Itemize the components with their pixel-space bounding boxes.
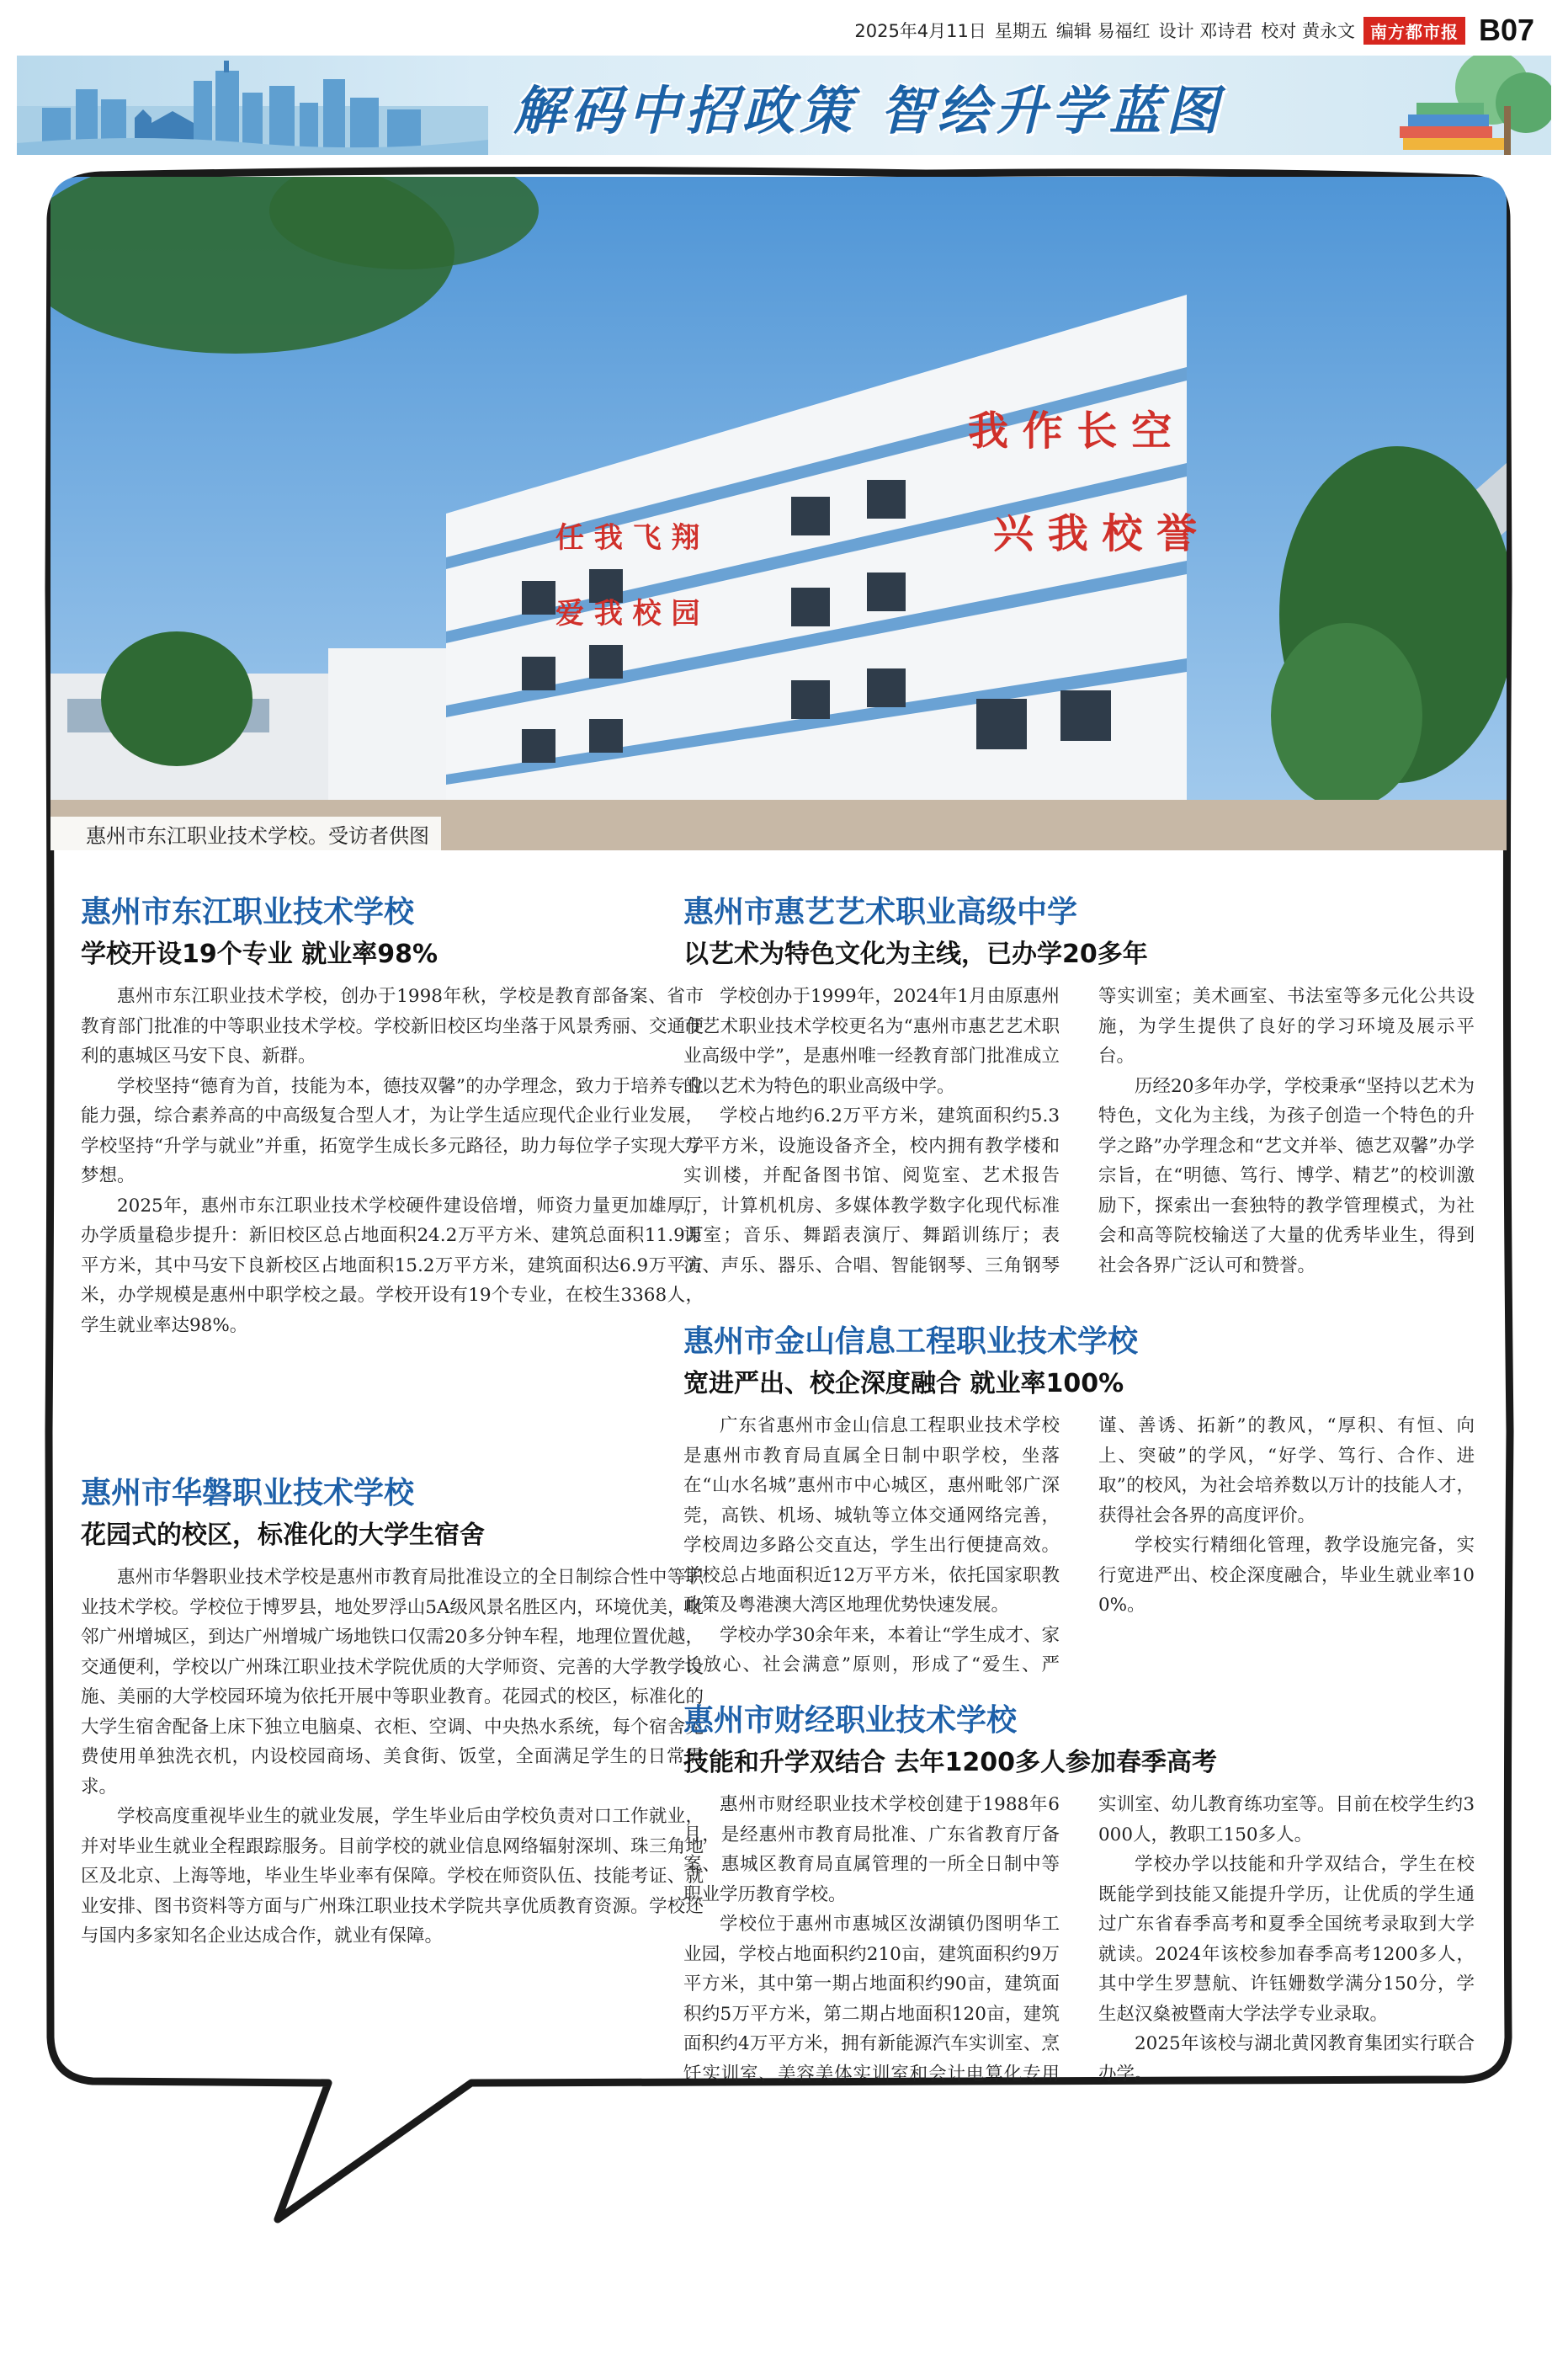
page-number: B07 [1478,13,1534,47]
article-paragraph: 学校位于惠州市惠城区汝湖镇仍图明华工业园，学校占地面积约210亩，建筑面积约9万平方米，其中第一期占地面积约90亩，建筑面积约5万平方米，第二期占地面积120亩，建筑面积约4万平方米，拥有新能源汽车实训室、烹饪实训室、美容美体实训室和会计电算化专用实训室、幼儿教育练功室等。目前在校学生约3000人，教职工150多人。 [683,1794,1475,2085]
article-subtitle: 宽进严出、校企深度融合 就业率100% [683,1369,1124,1398]
article-paragraph: 学校办学30余年来，本着让“学生成才、家长放心、社会满意”原则，形成了“爱生、严谨、善诱、拓新”的教风，“厚积、有恒、向上、突破”的学风，“好学、笃行、合作、进取”的校风，为社会培养数以万计的技能人才，获得社会各界的高度评价。 [683,1415,1475,1675]
article-title: 惠州市华磐职业技术学校 [81,1476,415,1510]
article-paragraph: 惠州市财经职业技术学校创建于1988年6月，是经惠州市教育局批准、广东省教育厅备案、惠城区教育局直属管理的一所全日制中等职业学历教育学校。 [683,1794,1060,1905]
article-paragraph: 学校办学以技能和升学双结合，学生在校既能学到技能又能提升学历，让优质的学生通过广东省春季高考和夏季全国统考录取到大学就读。2024年该校参加春季高考1200多人，其中学生罗慧航、许钰姗数学满分150分，学生赵汉燊被暨南大学法学专业录取。 [1098,1854,1475,2025]
article-body [683,982,1475,1281]
article-title: 惠州市财经职业技术学校 [683,1703,1018,1738]
article-body [81,982,704,1340]
article-subtitle: 技能和升学双结合 去年1200多人参加春季高考 [683,1748,1217,1777]
article-subtitle: 学校开设19个专业 就业率98% [81,940,438,969]
article-jinshan [683,1323,1475,1680]
article-paragraph: 广东省惠州市金山信息工程职业技术学校是惠州市教育局直属全日制中职学校，坐落在“山水名城”惠州市中心城区，惠州毗邻广深莞，高铁、机场、城轨等立体交通网络完善，学校周边多路公交直达，学生出行便捷高效。学校总占地面积近12万平方米，依托国家职教政策及粤港澳大湾区地理优势快速发展。 [683,1415,1060,1616]
article-paragraph: 惠州市东江职业技术学校，创办于1998年秋，学校是教育部备案、省市教育部门批准的中等职业技术学校。学校新旧校区均坐落于风景秀丽、交通便利的惠城区马安下良、新群。 [81,986,704,1067]
section-banner [17,56,1551,155]
article-paragraph: 学校创办于1999年，2024年1月由原惠州市艺术职业技术学校更名为“惠州市惠艺艺术职业高级中学”，是惠州唯一经教育部门批准成立的以艺术为特色的职业高级中学。 [683,986,1060,1097]
article-title: 惠州市金山信息工程职业技术学校 [683,1324,1139,1359]
article-body [683,1790,1475,2089]
article-body [683,1411,1475,1680]
article-huapan [81,1475,704,1952]
editor-credit: 编辑 易福红 [1055,21,1151,41]
article-caijing [683,1702,1475,2089]
issue-weekday: 星期五 [994,21,1048,41]
article-body [81,1563,704,1952]
article-title: 惠州市东江职业技术学校 [81,895,415,929]
proofreader-credit: 校对 黄永文 [1261,21,1355,41]
article-subtitle: 以艺术为特色文化为主线，已办学20多年 [683,940,1148,969]
article-paragraph: 学校占地约6.2万平方米，建筑面积约5.3万平方米，设施设备齐全，校内拥有教学楼和实训楼，并配备图书馆、阅览室、艺术报告厅，计算机机房、多媒体教学数字化现代标准课室；音乐、舞蹈表演厅、舞蹈训练厅；表演、声乐、器乐、合唱、智能钢琴、三角钢琴等实训室；美术画室、书法室等多元化公共设施，为学生提供了良好的学习环境及展示平台。 [683,986,1475,1276]
slogan-4: 爱 我 校 园 [555,597,700,631]
article-dongjiang [81,894,704,1340]
city-skyline-illustration [17,56,488,155]
designer-credit: 设计 邓诗君 [1158,21,1253,41]
page-meta-line [854,12,1534,49]
article-paragraph: 历经20多年办学，学校秉承“坚持以艺术为特色，文化为主线，为孩子创造一个特色的升学之路”办学理念和“艺文并举、德艺双馨”办学宗旨，在“明德、笃行、博学、精艺”的校训激励下，探索出一套独特的教学管理模式，为社会和高等院校输送了大量的优秀毕业生，得到社会各界广泛认可和赞誉。 [1098,1075,1475,1276]
school-building-illustration [50,177,1507,850]
school-photo [50,177,1507,850]
article-paragraph: 学校高度重视毕业生的就业发展，学生毕业后由学校负责对口工作就业，并对毕业生就业全程跟踪服务。目前学校的就业信息网络辐射深圳、珠三角地区及北京、上海等地，毕业生毕业率有保障。学校在师资队伍、技能考证、就业安排、图书资料等方面与广州珠江职业技术学院共享优质教育资源。学校还与国内多家知名企业达成合作，就业有保障。 [81,1806,704,1947]
slogan-1: 我 作 长 空 [968,407,1172,455]
article-paragraph: 2025年，惠州市东江职业技术学校硬件建设倍增，师资力量更加雄厚，办学质量稳步提升：新旧校区总占地面积24.2万平方米、建筑总面积11.9万平方米，其中马安下良新校区占地面积15.2万平方米，建筑面积达6.9万平方米，办学规模是惠州中职学校之最。学校开设有19个专业，在校生3368人，学生就业率达98%。 [81,1195,704,1336]
newspaper-logo: 南方都市报 [1363,17,1465,45]
photo-caption: 惠州市东江职业技术学校。受访者供图 [50,817,441,850]
slogan-2: 兴 我 校 誉 [993,510,1198,557]
article-paragraph: 惠州市华磐职业技术学校是惠州市教育局批准设立的全日制综合性中等职业技术学校。学校位于博罗县，地处罗浮山5A级风景名胜区内，环境优美，毗邻广州增城区，到达广州增城广场地铁口仅需20多分钟车程，地理位置优越，交通便利，学校以广州珠江职业技术学院优质的大学师资、完善的大学教学设施、美丽的大学校园环境为依托开展中等职业教育。花园式的校区，标准化的大学生宿舍配备上床下独立电脑桌、衣柜、空调、中央热水系统，每个宿舍免费使用单独洗衣机，内设校园商场、美食街、饭堂，全面满足学生的日常需求。 [81,1567,704,1797]
article-paragraph: 学校坚持“德育为首，技能为本，德技双馨”的办学理念，致力于培养专业能力强，综合素养高的中高级复合型人才，为让学生适应现代企业行业发展，学校坚持“升学与就业”并重，拓宽学生成长多元路径，助力每位学子实现大学梦想。 [81,1075,704,1186]
books-tree-illustration [1366,56,1551,155]
article-huiyi [683,894,1475,1281]
issue-date: 2025年4月11日 [854,21,986,41]
article-paragraph: 学校实行精细化管理，教学设施完备，实行宽进严出、校企深度融合，毕业生就业率100%。 [1098,1535,1475,1616]
article-subtitle: 花园式的校区，标准化的大学生宿舍 [81,1521,485,1550]
slogan-3: 任 我 飞 翔 [555,521,700,555]
banner-title: 解码中招政策 智绘升学蓝图 [513,80,1224,141]
article-paragraph: 2025年该校与湖北黄冈教育集团实行联合办学。 [1098,2033,1475,2085]
article-title: 惠州市惠艺艺术职业高级中学 [683,895,1078,929]
